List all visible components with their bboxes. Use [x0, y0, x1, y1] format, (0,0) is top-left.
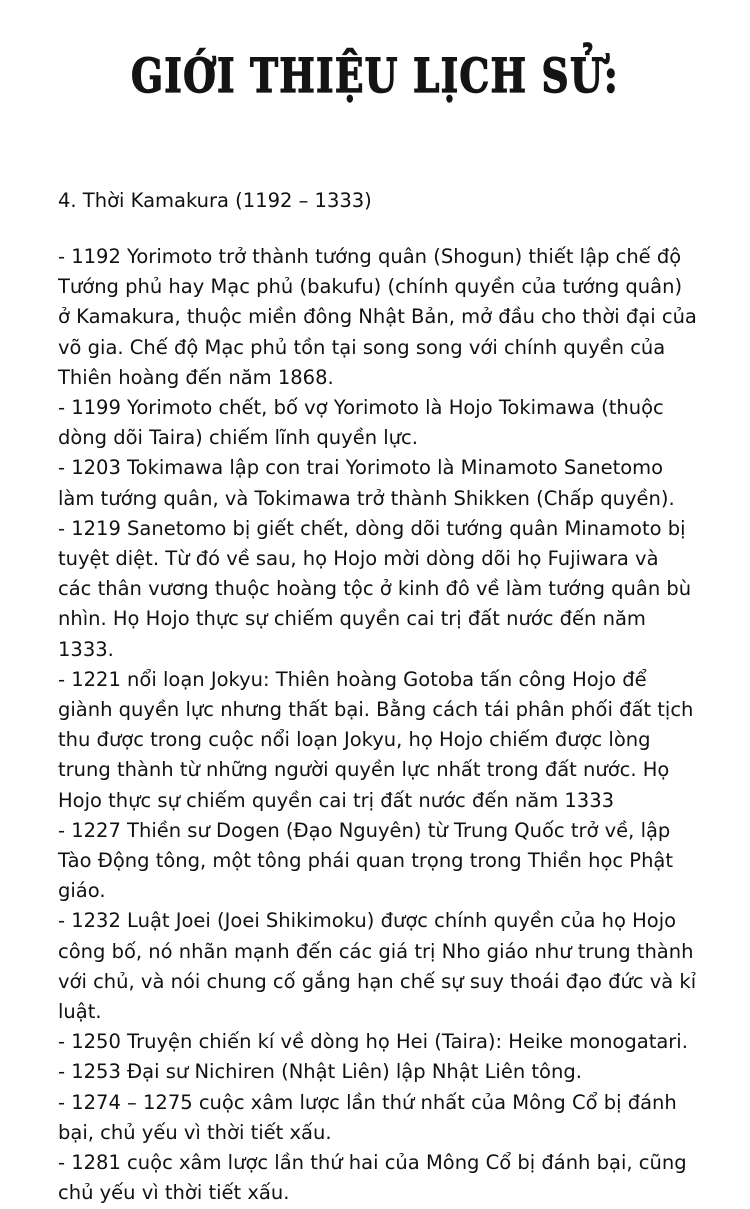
entry-line: làm tướng quân, và Tokimawa trở thành Shikken (Chấp quyền).	[58, 486, 675, 510]
timeline-entry	[58, 393, 698, 453]
timeline-entry	[58, 1027, 698, 1057]
document-body	[58, 186, 698, 1209]
entry-line: - 1219 Sanetomo bị giết chết, dòng dõi tướng quân Minamoto bị	[58, 516, 686, 540]
entry-line: trung thành từ những người quyền lực nhất trong đất nước. Họ	[58, 758, 670, 782]
entry-line: tuyệt diệt. Từ đó về sau, họ Hojo mời dòng dõi họ Fujiwara và	[58, 547, 659, 571]
timeline-entry	[58, 1148, 698, 1208]
entry-line: giành quyền lực nhưng thất bại. Bằng cách tái phân phối đất tịch	[58, 698, 694, 722]
entry-line: 1333.	[58, 637, 114, 661]
entry-line: các thân vương thuộc hoàng tộc ở kinh đô về làm tướng quân bù	[58, 577, 692, 601]
entry-line: Thiên hoàng đến năm 1868.	[58, 365, 334, 389]
timeline-entry	[58, 1057, 698, 1087]
timeline-entry	[58, 453, 698, 513]
entry-line: chủ yếu vì thời tiết xấu.	[58, 1181, 290, 1205]
entry-line: thu được trong cuộc nổi loạn Jokyu, họ Hojo chiếm được lòng	[58, 728, 651, 752]
entry-line: - 1253 Đại sư Nichiren (Nhật Liên) lập Nhật Liên tông.	[58, 1060, 582, 1084]
entry-line: giáo.	[58, 879, 106, 903]
entry-line: - 1199 Yorimoto chết, bố vợ Yorimoto là Hojo Tokimawa (thuộc	[58, 396, 664, 420]
timeline-entry	[58, 906, 698, 1027]
entry-line: - 1232 Luật Joei (Joei Shikimoku) được chính quyền của họ Hojo	[58, 909, 677, 933]
timeline-entry	[58, 242, 698, 393]
entry-line: Tào Động tông, một tông phái quan trọng trong Thiền học Phật	[58, 849, 674, 873]
entry-line: luật.	[58, 1000, 102, 1024]
entry-line: - 1203 Tokimawa lập con trai Yorimoto là Minamoto Sanetomo	[58, 456, 664, 480]
entry-line: với chủ, và nói chung cố gắng hạn chế sự suy thoái đạo đức và kỉ	[58, 969, 697, 993]
entry-line: Hojo thực sự chiếm quyền cai trị đất nước đến năm 1333	[58, 788, 615, 812]
entry-line: bại, chủ yếu vì thời tiết xấu.	[58, 1120, 332, 1144]
entry-line: dòng dõi Taira) chiếm lĩnh quyền lực.	[58, 426, 418, 450]
entry-line: công bố, nó nhãn mạnh đến các giá trị Nho giáo như trung thành	[58, 939, 694, 963]
section-heading: 4. Thời Kamakura (1192 – 1333)	[58, 189, 372, 212]
timeline-entry	[58, 514, 698, 665]
entry-line: - 1281 cuộc xâm lược lần thứ hai của Mông Cổ bị đánh bại, cũng	[58, 1151, 687, 1175]
entry-line: Tướng phủ hay Mạc phủ (bakufu) (chính quyền của tướng quân)	[58, 275, 683, 299]
entry-line: - 1192 Yorimoto trở thành tướng quân (Shogun) thiết lập chế độ	[58, 245, 682, 268]
entry-line: nhìn. Họ Hojo thực sự chiếm quyền cai trị đất nước đến năm	[58, 607, 646, 631]
entry-line: võ gia. Chế độ Mạc phủ tồn tại song song với chính quyền của	[58, 335, 666, 359]
entry-line: - 1227 Thiền sư Dogen (Đạo Nguyên) từ Trung Quốc trở về, lập	[58, 818, 671, 842]
page-title: GIỚI THIỆU LỊCH SỬ:	[131, 49, 619, 104]
entry-line: - 1221 nổi loạn Jokyu: Thiên hoàng Gotoba tấn công Hojo để	[58, 667, 647, 691]
entry-list	[58, 242, 698, 1209]
timeline-entry	[58, 665, 698, 816]
title-block	[0, 49, 750, 104]
entry-line: - 1250 Truyện chiến kí về dòng họ Hei (Taira): Heike monogatari.	[58, 1030, 688, 1054]
entry-line: ở Kamakura, thuộc miền đông Nhật Bản, mở đầu cho thời đại của	[58, 305, 697, 329]
entry-line: - 1274 – 1275 cuộc xâm lược lần thứ nhất của Mông Cổ bị đánh	[58, 1090, 677, 1114]
timeline-entry	[58, 816, 698, 907]
timeline-entry	[58, 1088, 698, 1148]
